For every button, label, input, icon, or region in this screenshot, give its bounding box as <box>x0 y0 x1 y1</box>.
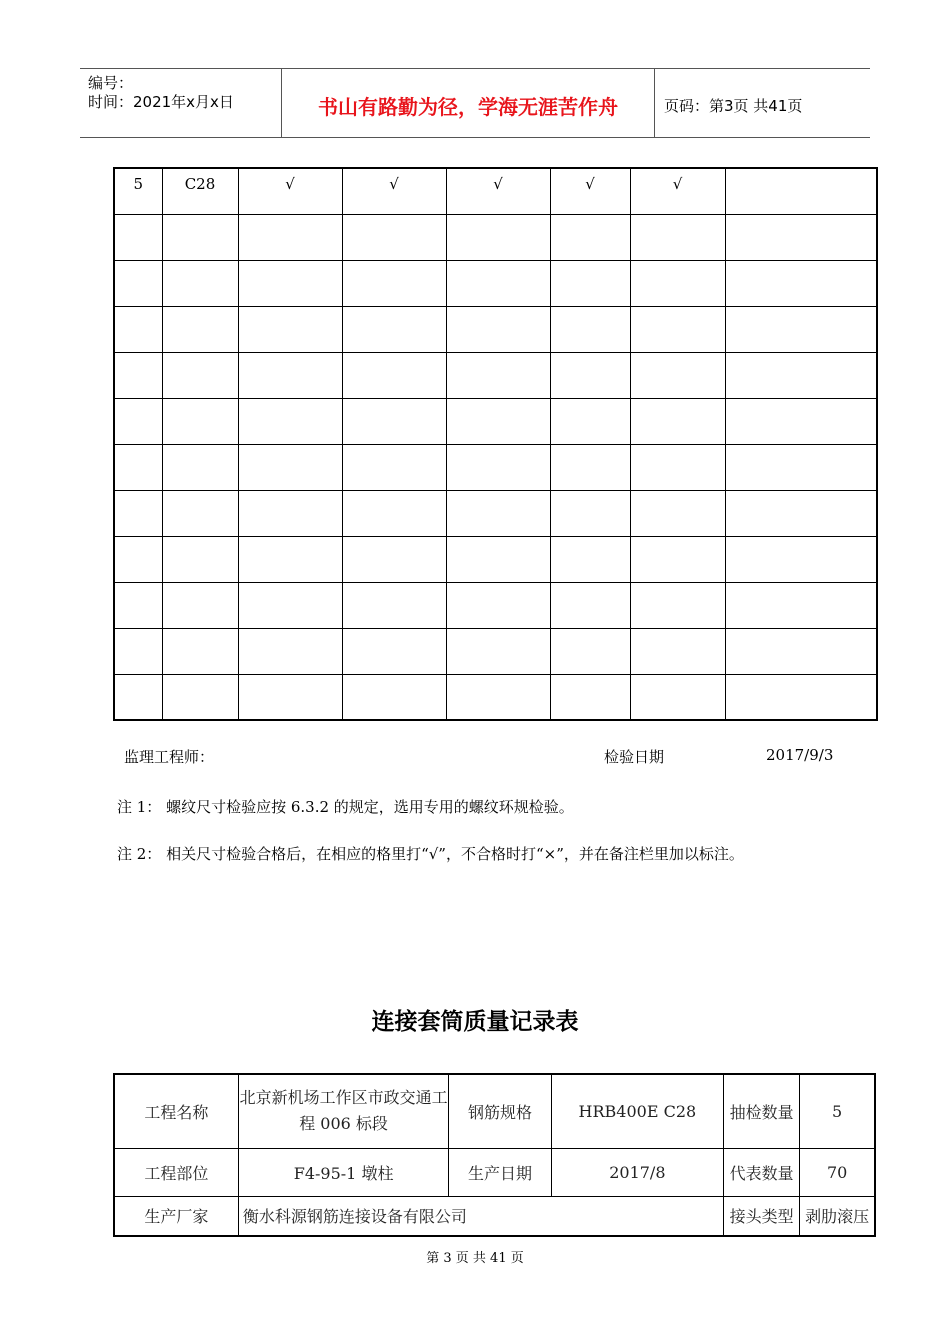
table-cell <box>630 214 725 260</box>
table-cell <box>725 306 877 352</box>
table-cell <box>446 444 550 490</box>
table-cell <box>725 260 877 306</box>
table-cell <box>550 306 630 352</box>
header-motto: 书山有路勤为径，学海无涯苦作舟 <box>318 95 618 119</box>
header-page-info: 页码：第3页 共41页 <box>664 97 803 115</box>
table-cell <box>446 306 550 352</box>
table-cell <box>162 582 238 628</box>
table-cell <box>630 628 725 674</box>
table-cell <box>238 628 342 674</box>
table-cell <box>446 352 550 398</box>
table-cell <box>550 214 630 260</box>
rebar-spec-value: HRB400E C28 <box>551 1074 723 1148</box>
table-cell <box>342 214 446 260</box>
note-1: 注 1： 螺纹尺寸检验应按 6.3.2 的规定，选用专用的螺纹环规检验。 <box>117 798 574 816</box>
table-cell <box>342 444 446 490</box>
table-row <box>114 628 877 674</box>
table-cell <box>630 582 725 628</box>
table-cell <box>114 260 162 306</box>
sample-qty-label: 抽检数量 <box>724 1074 800 1148</box>
table-cell: √ <box>550 168 630 214</box>
table-cell <box>162 306 238 352</box>
table-cell <box>550 536 630 582</box>
table-row <box>114 674 877 720</box>
table-cell <box>342 536 446 582</box>
page-header <box>80 68 870 138</box>
joint-type-label: 接头类型 <box>724 1196 800 1236</box>
table-cell: √ <box>630 168 725 214</box>
inspection-table <box>113 167 878 721</box>
table-cell <box>550 490 630 536</box>
table-cell <box>446 214 550 260</box>
table-cell <box>162 628 238 674</box>
time-label: 时间：2021年x月x日 <box>88 93 234 111</box>
project-name-value: 北京新机场工作区市政交通工程 006 标段 <box>238 1074 449 1148</box>
table-cell <box>238 582 342 628</box>
table-cell <box>446 628 550 674</box>
table-cell <box>725 490 877 536</box>
table-cell <box>114 490 162 536</box>
table-cell <box>238 260 342 306</box>
table-cell <box>725 536 877 582</box>
table-cell <box>725 674 877 720</box>
inspection-date-label: 检验日期 <box>604 748 665 766</box>
table-cell: C28 <box>162 168 238 214</box>
joint-type-value: 剥肋滚压 <box>800 1196 875 1236</box>
table-cell <box>446 398 550 444</box>
header-motto-cell <box>281 69 655 137</box>
table-row <box>114 444 877 490</box>
table-cell <box>446 490 550 536</box>
table-cell <box>162 536 238 582</box>
rebar-spec-label: 钢筋规格 <box>449 1074 551 1148</box>
sample-qty-value: 5 <box>800 1074 875 1148</box>
table-row <box>114 490 877 536</box>
table-cell <box>342 582 446 628</box>
manufacturer-label: 生产厂家 <box>114 1196 238 1236</box>
table-cell <box>238 536 342 582</box>
project-name-label: 工程名称 <box>114 1074 238 1148</box>
table-cell <box>725 444 877 490</box>
table-cell: √ <box>238 168 342 214</box>
table-cell <box>550 352 630 398</box>
table-cell <box>630 306 725 352</box>
table-cell <box>630 674 725 720</box>
table-cell <box>725 628 877 674</box>
record-table <box>113 1073 876 1237</box>
header-meta <box>80 69 280 137</box>
project-part-value: F4-95-1 墩柱 <box>238 1148 449 1196</box>
page-footer: 第 3 页 共 41 页 <box>426 1251 524 1266</box>
table-cell <box>342 306 446 352</box>
table-cell <box>550 260 630 306</box>
inspection-date-value: 2017/9/3 <box>766 746 834 764</box>
production-date-value: 2017/8 <box>551 1148 723 1196</box>
table-cell <box>550 674 630 720</box>
table-cell <box>342 398 446 444</box>
table-cell <box>238 352 342 398</box>
table-cell <box>162 398 238 444</box>
table-cell <box>162 444 238 490</box>
table-cell <box>238 398 342 444</box>
supervisor-label: 监理工程师： <box>124 748 215 766</box>
table-cell <box>238 306 342 352</box>
table-cell <box>630 260 725 306</box>
table-cell <box>446 536 550 582</box>
table-cell <box>162 214 238 260</box>
table-cell <box>162 352 238 398</box>
table-cell <box>114 536 162 582</box>
table-row <box>114 536 877 582</box>
table-row <box>114 260 877 306</box>
table-cell <box>550 628 630 674</box>
table-cell <box>342 260 446 306</box>
table-row <box>114 582 877 628</box>
table-cell: √ <box>446 168 550 214</box>
table-cell <box>725 168 877 214</box>
table-cell <box>342 352 446 398</box>
table-cell <box>630 352 725 398</box>
represent-qty-value: 70 <box>800 1148 875 1196</box>
table-cell <box>114 582 162 628</box>
table-cell <box>630 444 725 490</box>
table-cell <box>550 582 630 628</box>
table-cell <box>238 490 342 536</box>
table-cell <box>162 490 238 536</box>
table-cell <box>114 628 162 674</box>
table-row <box>114 398 877 444</box>
table-cell <box>342 674 446 720</box>
table-cell <box>550 398 630 444</box>
table-cell <box>725 398 877 444</box>
table-cell <box>114 398 162 444</box>
table-cell <box>630 398 725 444</box>
table-cell <box>725 582 877 628</box>
table-cell <box>114 214 162 260</box>
table-cell <box>162 260 238 306</box>
table-cell <box>238 444 342 490</box>
table-cell <box>630 536 725 582</box>
table-cell <box>162 674 238 720</box>
table-cell <box>342 628 446 674</box>
table-row <box>114 352 877 398</box>
manufacturer-value: 衡水科源钢筋连接设备有限公司 <box>238 1196 723 1236</box>
table-cell <box>114 674 162 720</box>
represent-qty-label: 代表数量 <box>724 1148 800 1196</box>
table-cell <box>342 490 446 536</box>
table-cell <box>114 352 162 398</box>
table-cell <box>446 582 550 628</box>
header-page-cell <box>654 69 870 137</box>
project-part-label: 工程部位 <box>114 1148 238 1196</box>
record-table-title: 连接套筒质量记录表 <box>371 1009 579 1035</box>
table-cell <box>238 214 342 260</box>
table-cell <box>550 444 630 490</box>
table-cell <box>114 306 162 352</box>
table-cell <box>238 674 342 720</box>
table-cell: √ <box>342 168 446 214</box>
table-row <box>114 214 877 260</box>
table-cell <box>725 352 877 398</box>
table-row <box>114 306 877 352</box>
number-label: 编号： <box>88 74 134 92</box>
table-cell <box>446 260 550 306</box>
table-cell <box>725 214 877 260</box>
table-cell: 5 <box>114 168 162 214</box>
table-cell <box>446 674 550 720</box>
table-row <box>114 168 877 214</box>
production-date-label: 生产日期 <box>449 1148 551 1196</box>
table-cell <box>114 444 162 490</box>
note-2: 注 2： 相关尺寸检验合格后，在相应的格里打“√”，不合格时打“×”，并在备注栏里加以标注。 <box>117 845 744 863</box>
table-cell <box>630 490 725 536</box>
